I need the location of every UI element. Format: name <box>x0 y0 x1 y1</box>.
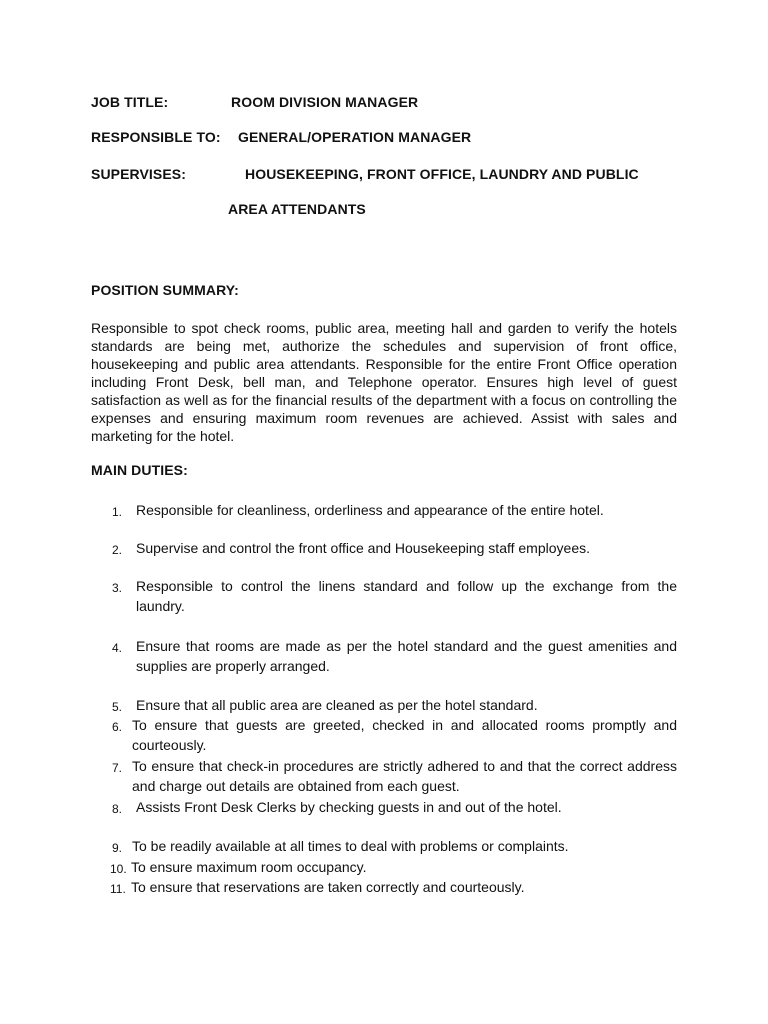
position-summary-heading: POSITION SUMMARY: <box>91 282 239 298</box>
supervises-value-line2: AREA ATTENDANTS <box>228 201 366 217</box>
duty-number: 10. <box>110 862 127 876</box>
duty-text: Responsible to control the linens standard and follow up the exchange from the laundry. <box>136 578 677 614</box>
duty-item <box>0 715 768 755</box>
duty-number: 4. <box>112 641 123 655</box>
duty-number: 3. <box>112 581 123 595</box>
duty-number: 8. <box>112 802 123 816</box>
duty-item <box>0 636 768 676</box>
duty-item <box>0 538 768 558</box>
duty-text: To ensure maximum room occupancy. <box>131 859 367 875</box>
duty-text: To ensure that reservations are taken correctly and courteously. <box>131 879 525 895</box>
duty-number: 2. <box>112 543 123 557</box>
duty-text: To ensure that guests are greeted, checked in and allocated rooms promptly and courteously. <box>132 717 677 753</box>
duty-number: 7. <box>112 761 123 775</box>
duty-item <box>0 877 768 897</box>
duty-text: Ensure that rooms are made as per the hotel standard and the guest amenities and supplies are properly arranged. <box>136 638 677 674</box>
duty-number: 1. <box>112 505 123 519</box>
duty-item <box>0 500 768 520</box>
duty-item <box>0 797 768 817</box>
duty-item <box>0 836 768 856</box>
duty-number: 11. <box>110 882 126 896</box>
job-title-label: JOB TITLE: <box>91 94 169 110</box>
duty-text: Ensure that all public area are cleaned as per the hotel standard. <box>136 697 538 713</box>
duty-number: 5. <box>112 700 123 714</box>
responsible-to-value: GENERAL/OPERATION MANAGER <box>238 129 472 145</box>
duty-text: Assists Front Desk Clerks by checking guests in and out of the hotel. <box>136 799 562 815</box>
duty-text: To be readily available at all times to deal with problems or complaints. <box>132 838 569 854</box>
supervises-label: SUPERVISES: <box>91 166 186 182</box>
duty-text: Responsible for cleanliness, orderliness and appearance of the entire hotel. <box>136 502 604 518</box>
responsible-to-label: RESPONSIBLE TO: <box>91 129 221 145</box>
duty-item <box>0 695 768 715</box>
position-summary-text: Responsible to spot check rooms, public area, meeting hall and garden to verify the hotels standards are being met, authorize the schedules and supervision of front office, housekeeping and public area attendants. Responsible for the entire Front Office operation including Front Desk, bell man, and Telephone operator. Ensures high level of guest satisfaction as well as for the financial results of the department with a focus on controlling the expenses and ensuring maximum room revenues are achieved. Assist with sales and marketing for the hotel. <box>91 320 677 444</box>
duty-number: 9. <box>112 841 123 855</box>
duty-number: 6. <box>112 720 123 734</box>
duty-text: Supervise and control the front office and Housekeeping staff employees. <box>136 540 590 556</box>
duty-item <box>0 857 768 877</box>
duty-item <box>0 756 768 796</box>
duty-text: To ensure that check-in procedures are strictly adhered to and that the correct address and charge out details are obtained from each guest. <box>132 758 677 794</box>
main-duties-heading: MAIN DUTIES: <box>91 462 188 478</box>
supervises-value-line1: HOUSEKEEPING, FRONT OFFICE, LAUNDRY AND PUBLIC <box>245 166 639 182</box>
duty-item <box>0 576 768 616</box>
job-title-value: ROOM DIVISION MANAGER <box>231 94 419 110</box>
